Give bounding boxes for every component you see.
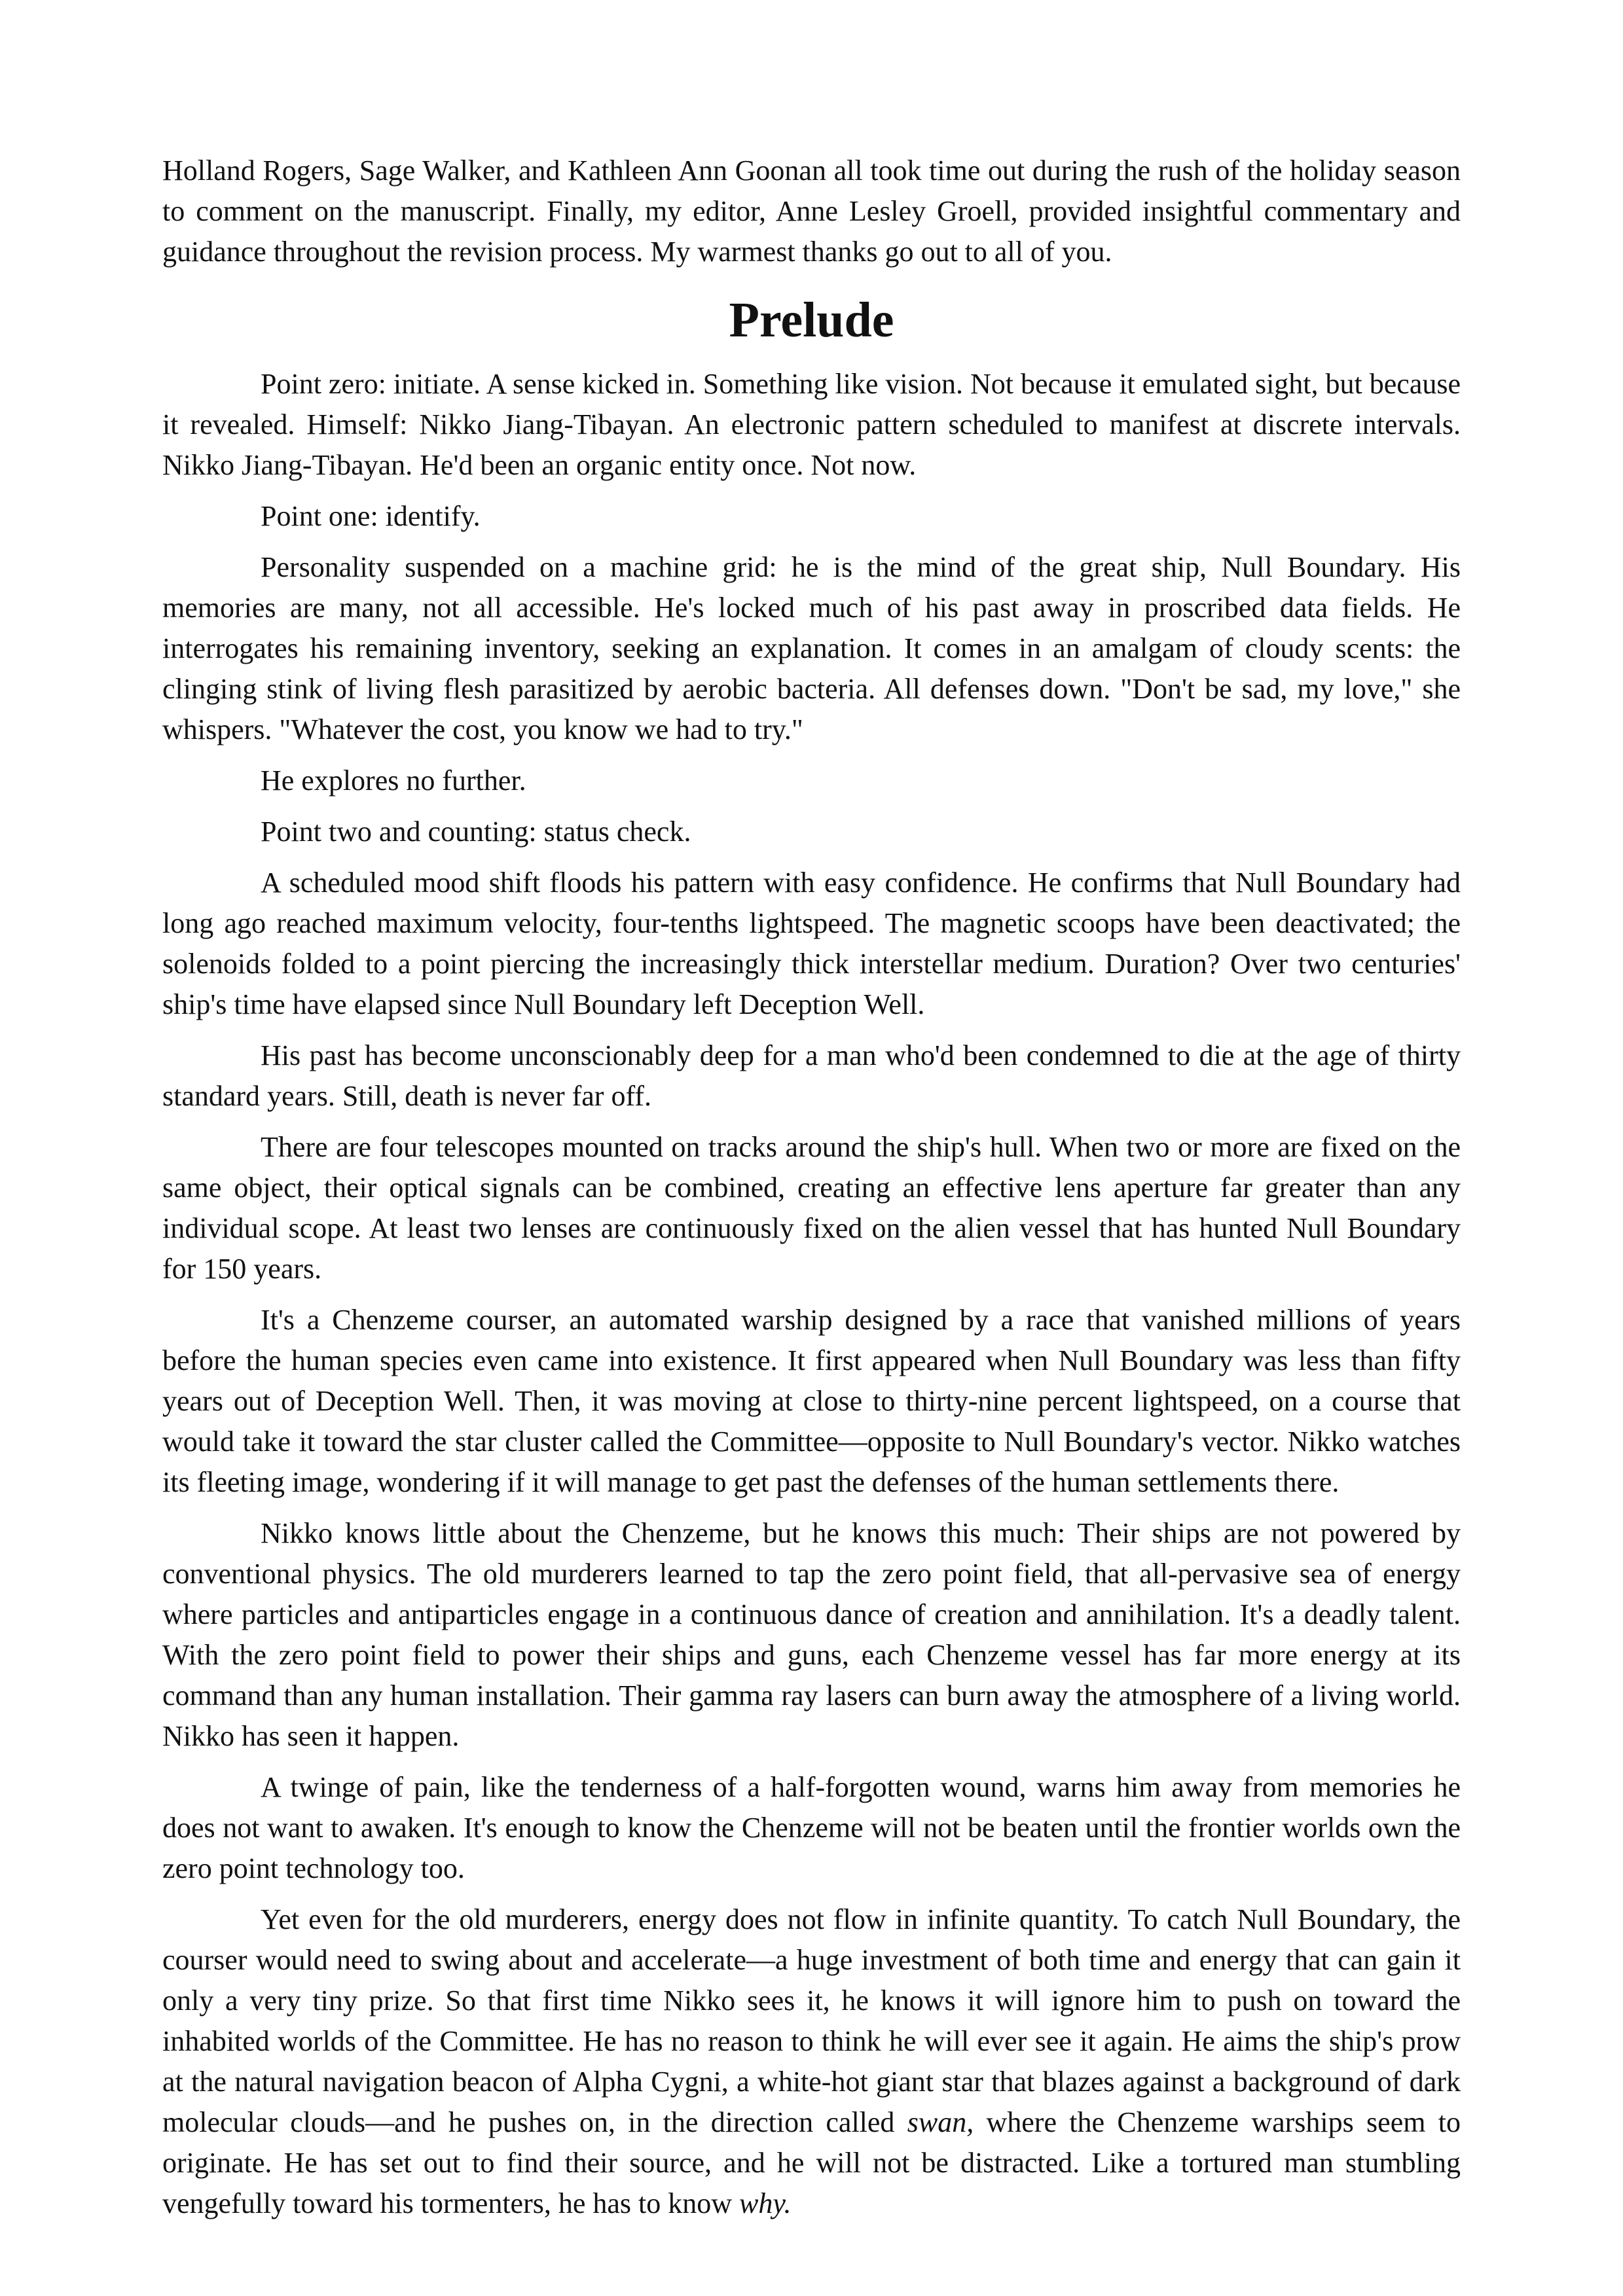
paragraph-7: His past has become unconscionably deep for a man who'd been condemned to die at the age of thirty standard years. Still, death is never far off. — [162, 1039, 1461, 1112]
paragraph-12 — [162, 1899, 1461, 2224]
paragraph-1: Point zero: initiate. A sense kicked in. Something like vision. Not because it emulated sight, but because it revealed. Himself: Nikko Jiang-Tibayan. An electronic pattern scheduled to manifest at discrete intervals. Nikko Jiang-Tibayan. He'd been an organic entity once. Not now. — [162, 368, 1461, 481]
paragraph-8: There are four telescopes mounted on tracks around the ship's hull. When two or more are fixed on the same object, their optical signals can be combined, creating an effective lens aperture far greater than any individual scope. At least two lenses are continuously fixed on the alien vessel that has hunted Null Boundary for 150 years. — [162, 1131, 1461, 1285]
paragraph-10: Nikko knows little about the Chenzeme, but he knows this much: Their ships are not powered by conventional physics. The old murderers learned to tap the zero point field, that all-pervasive sea of energy where particles and antiparticles engage in a continuous dance of creation and annihilation. It's a deadly talent. With the zero point field to power their ships and guns, each Chenzeme vessel has far more energy at its command than any human installation. Their gamma ray lasers can burn away the atmosphere of a living world. Nikko has seen it happen. — [162, 1517, 1461, 1752]
paragraph-12-italic-swan: swan, — [907, 2106, 974, 2138]
paragraph-6: A scheduled mood shift floods his pattern with easy confidence. He confirms that Null Boundary had long ago reached maximum velocity, four-tenths lightspeed. The magnetic scoops have been deactivated; the solenoids folded to a point piercing the increasingly thick interstellar medium. Duration? Over two centuries' ship's time have elapsed since Null Boundary left Deception Well. — [162, 867, 1461, 1020]
paragraph-12-part2: where the Chenzeme warships seem to originate. He has set out to find their source, and he will not be distracted. Like a tortured man stumbling vengefully toward his tormenters, he has to know — [162, 2106, 1461, 2219]
paragraph-2: Point one: identify. — [261, 500, 481, 532]
paragraph-5: Point two and counting: status check. — [261, 816, 691, 848]
intro-paragraph: Holland Rogers, Sage Walker, and Kathleen Ann Goonan all took time out during the rush of the holiday season to comment on the manuscript. Finally, my editor, Anne Lesley Groell, provided insightful commentary and guidance throughout the revision process. My warmest thanks go out to all of you. — [162, 154, 1461, 268]
paragraph-11: A twinge of pain, like the tenderness of a half-forgotten wound, warns him away from memories he does not want to awaken. It's enough to know the Chenzeme will not be beaten until the frontier worlds own the zero point technology too. — [162, 1771, 1461, 1884]
paragraph-4: He explores no further. — [261, 764, 526, 797]
document-page — [162, 151, 1461, 2234]
paragraph-12-italic-why: why. — [739, 2187, 792, 2219]
paragraph-12-part1: Yet even for the old murderers, energy does not flow in infinite quantity. To catch Null Boundary, the courser would need to swing about and accelerate—a huge investment of both time and energy that can gain it only a very tiny prize. So that first time Nikko sees it, he knows it will ignore him to push on toward the inhabited worlds of the Committee. He has no reason to think he will ever see it again. He aims the ship's prow at the natural navigation beacon of Alpha Cygni, a white-hot giant star that blazes against a background of dark molecular clouds—and he pushes on, in the direction called — [162, 1903, 1461, 2138]
paragraph-3: Personality suspended on a machine grid: he is the mind of the great ship, Null Boundary. His memories are many, not all accessible. He's locked much of his past away in proscribed data fields. He interrogates his remaining inventory, seeking an explanation. It comes in an amalgam of cloudy scents: the clinging stink of living flesh parasitized by aerobic bacteria. All defenses down. "Don't be sad, my love," she whispers. "Whatever the cost, you know we had to try." — [162, 551, 1461, 745]
paragraph-9: It's a Chenzeme courser, an automated warship designed by a race that vanished millions of years before the human species even came into existence. It first appeared when Null Boundary was less than fifty years out of Deception Well. Then, it was moving at close to thirty-nine percent lightspeed, on a course that would take it toward the star cluster called the Committee—opposite to Null Boundary's vector. Nikko watches its fleeting image, wondering if it will manage to get past the defenses of the human settlements there. — [162, 1304, 1461, 1498]
chapter-title: Prelude — [729, 293, 894, 348]
